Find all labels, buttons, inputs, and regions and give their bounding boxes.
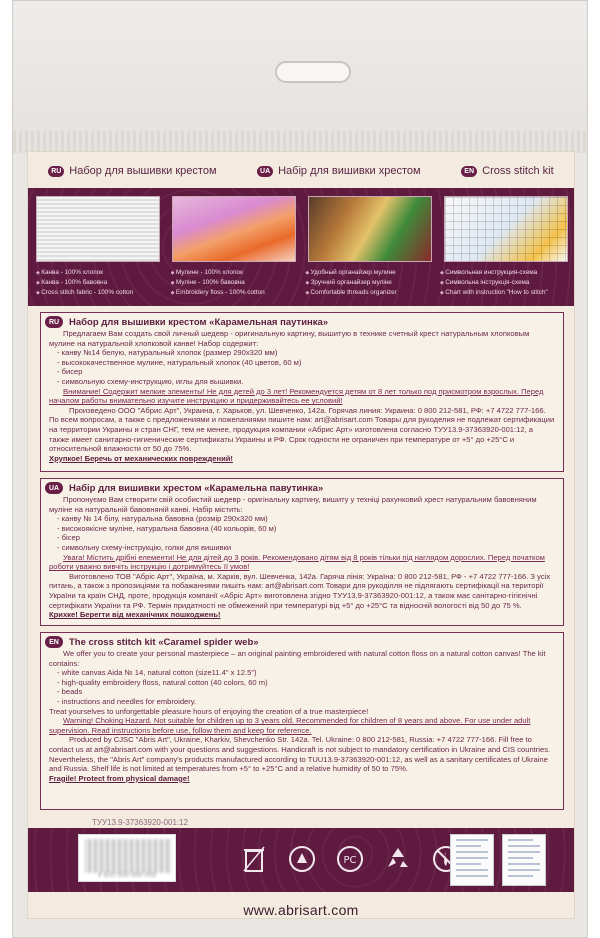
feature-text: ◆ Канва - 100% бавовна bbox=[36, 278, 164, 288]
fragile-text: Крихке! Берегти від механічних пошкоджень! bbox=[49, 610, 221, 620]
feature-text: ◆ Муліне - 100% бавовна bbox=[171, 278, 299, 288]
warning-text: Увага! Містить дрібні елементи! Не для дітей до 3 років. Рекомендовано дітям від 8 років тільки під наглядом дорослих. Перед початком роботи уважно вивчіть інструкцію і дотримуйтесь її умов! bbox=[49, 552, 545, 572]
recycle-lock-icon bbox=[288, 844, 316, 874]
production-text: Произведено ООО "Абрис Арт", Украина, г. Харьков, ул. Шевченко, 142а. Горячая линия: Украина: 0 800 212-581, РФ: +7 4722 777-166. По всем вопросам, а также с предложениями и пожеланиями пишите нам: art@abrisart.com Товары для рукоделия не подлежат сертификации на территории Украины и стран СНГ, тем не менее, продукция компании «Абрис Арт» изготовлена согласно ТУУ13.9-37363920-001:12, а также имеет санитарно-гигиенические сертификаты Украины и РФ. Срок годности не ограничен при температуре от +5° до +25°С и относительной влажности от 50 до 75%. bbox=[49, 405, 555, 454]
hang-hole bbox=[275, 61, 351, 83]
list-item: - канву № 14 білу, натуральна бавовна (розмір 290x320 мм) bbox=[57, 514, 268, 524]
section-heading: The cross stitch kit «Caramel spider web» bbox=[69, 636, 259, 648]
section-body bbox=[41, 313, 563, 467]
list-item: - бісер bbox=[57, 533, 80, 543]
feature-text: ◆ Cross stitch fabric - 100% cotton bbox=[36, 288, 164, 298]
section-title bbox=[41, 312, 328, 328]
section-heading: Набір для вишивки хрестом «Карамельна павутинка» bbox=[69, 482, 324, 494]
lang-ru bbox=[48, 165, 216, 177]
barcode bbox=[78, 834, 176, 882]
section-badge: UA bbox=[45, 482, 63, 494]
warning-text: Внимание! Содержит мелкие элементы! Не для детей до 3 лет! Рекомендуется детям от 8 лет только под присмотром взрослых. Перед началом работы внимательно изучите инструкцию и придерживайтесь ее условий! bbox=[49, 386, 544, 406]
tu-code: ТУУ13.9-37363920-001:12 bbox=[92, 818, 189, 827]
section-badge: EN bbox=[45, 636, 63, 648]
section-body bbox=[41, 633, 563, 787]
feature-text: ◆ Символьна інструкція-схема bbox=[440, 278, 568, 288]
certificate-thumbnails bbox=[450, 834, 546, 886]
lang-ua bbox=[257, 165, 420, 177]
section-ua bbox=[40, 478, 564, 626]
list-item: - високоякісне муліне, натуральна бавовна (40 кольорів, 60 м) bbox=[57, 523, 277, 533]
feature-text: ◆ Символьная инструкция-схема bbox=[440, 268, 568, 278]
lang-label: Набор для вышивки крестом bbox=[69, 165, 217, 177]
fragile-text: Fragile! Protect from physical damage! bbox=[49, 773, 190, 783]
feature-col-chart bbox=[440, 268, 568, 298]
lang-badge: RU bbox=[48, 166, 64, 177]
section-en bbox=[40, 632, 564, 810]
feature-col-canvas bbox=[36, 268, 164, 298]
floss-photo bbox=[172, 196, 296, 262]
list-item: - канву №14 белую, натуральный хлопок (размер 290x320 мм) bbox=[57, 348, 278, 358]
website-url: www.abrisart.com bbox=[243, 902, 359, 918]
feature-text: ◆ Канва - 100% хлопок bbox=[36, 268, 164, 278]
outro-text: Treat yourselves to unforgettable pleasure hours of enjoying the creation of a true masterpiece! bbox=[49, 706, 369, 716]
list-item: - instructions and needles for embroidery. bbox=[57, 696, 197, 706]
list-item: - высококачественное мулине, натуральный хлопок (40 цветов, 60 м) bbox=[57, 357, 302, 367]
organizer-photo bbox=[308, 196, 432, 262]
barcode-number: 4 820 000 000 000 bbox=[97, 872, 157, 879]
production-text: Виготовлено ТОВ "Абріс Арт", Україна, м. Харків, вул. Шевченка, 142а. Гаряча лінія: Україна: 0 800 212-581, РФ - +7 4722 777-166. З усіх питань, а також з пропозиціями та побажаннями пишіть нам: art@abrisart.com Товари для рукоділля не підлягають сертифікації на території України та країн СНД, проте, продукція компанії «Абріс Арт» виготовлена згідно ТУУ13.9-37363920-001:12, а також має санітарно-гігієнічні сертифікати України та РФ. Термін придатності не обмежений при температурі від +5° до +25°С та відносній вологості від 50 до 75 %. bbox=[49, 571, 551, 610]
pc-cert-icon bbox=[336, 844, 364, 874]
lang-en bbox=[461, 165, 554, 177]
certificate-ru bbox=[502, 834, 546, 886]
lang-label: Набір для вишивки хрестом bbox=[278, 165, 421, 177]
section-ru bbox=[40, 312, 564, 472]
barcode-lines bbox=[85, 839, 171, 873]
section-body bbox=[41, 479, 563, 624]
feature-text: ◆ Мулине - 100% хлопок bbox=[171, 268, 299, 278]
feature-col-organizer bbox=[305, 268, 433, 298]
list-item: - бисер bbox=[57, 367, 83, 377]
lang-badge: EN bbox=[461, 166, 477, 177]
chart-photo bbox=[444, 196, 568, 262]
section-heading: Набор для вышивки крестом «Карамельная паутинка» bbox=[69, 316, 329, 328]
features-band bbox=[28, 188, 574, 306]
section-title bbox=[41, 632, 259, 648]
feature-text: ◆ Embroidery floss - 100% cotton bbox=[171, 288, 299, 298]
kit-back-card bbox=[27, 151, 575, 919]
feature-col-floss bbox=[171, 268, 299, 298]
package-hanger bbox=[13, 1, 587, 153]
fragile-text: Хрупкое! Беречь от механических повреждений! bbox=[49, 453, 233, 463]
intro-text: Предлагаем Вам создать свой личный шедевр - оригинальную картину, вышитую в технике счетный крест натуральным хлопковым мулине на натуральной хлопковой канве! Набор содержит: bbox=[49, 329, 530, 348]
section-badge: RU bbox=[45, 316, 63, 328]
warning-text: Warning! Choking Hazard. Not suitable for children up to 3 years old. Recommended for children of 8 years and above. For use under adult supervision. Read instructions before use, follow them and keep for reference. bbox=[49, 716, 531, 735]
feature-photos bbox=[36, 196, 568, 262]
list-item: - beads bbox=[57, 687, 83, 697]
list-item: - white canvas Aida № 14, natural cotton (size11.4" x 12.5") bbox=[57, 668, 257, 678]
canvas-photo bbox=[36, 196, 160, 262]
feature-text: ◆ Chart with instruction "How to stitch" bbox=[440, 288, 568, 298]
list-item: - символьну схему-інструкцію, голки для вишивки bbox=[57, 542, 232, 552]
section-title bbox=[41, 478, 323, 494]
certificate-ua bbox=[450, 834, 494, 886]
production-text: Produced by CJSC "Abris Art", Ukraine, Kharkiv, Shevchenko Str. 142a. Tel. Ukraine: 0 800 212-581, Russia: +7 4722 777-166. Fill free to contact us at art@abrisart.com with your questions and suggestions. Handicraft is not subject to mandatory certification in Ukraine and CIS countries. Nevertheless, the "Abris Art" company's products manufactured according to TUU13.9-37363920-001:12, as well as a sanitary certificates of Ukraine and Russia. Shelf life is not limited at temperatures from +5° to +25°C and a relative humidity of 50 to 75%. bbox=[49, 735, 551, 774]
trash-bin-icon bbox=[240, 844, 268, 874]
feature-text: ◆ Comfortable threads organizer bbox=[305, 288, 433, 298]
language-bar bbox=[28, 160, 574, 182]
intro-text: We offer you to create your personal masterpiece – an original painting embroidered with natural cotton floss on a natural cotton canvas! The kit contains: bbox=[49, 649, 546, 668]
lang-label: Cross stitch kit bbox=[482, 165, 554, 177]
intro-text: Пропонуємо Вам створити свій особистий шедевр - оригінальну картину, вишиту у техніці рахунковий хрест натуральним бавовняним муліне на натуральній бавовняній канві. Набір містить: bbox=[49, 495, 537, 514]
feature-lists bbox=[36, 268, 568, 298]
list-item: - символьную схему-инструкцию, иглы для вышивки. bbox=[57, 376, 244, 386]
lang-badge: UA bbox=[257, 166, 273, 177]
list-item: - high-quality embroidery floss, natural cotton (40 colors, 60 m) bbox=[57, 677, 268, 687]
svg-text:PC: PC bbox=[343, 855, 357, 866]
feature-text: ◆ Зручний органайзер муліне bbox=[305, 278, 433, 288]
feature-text: ◆ Удобный органайзер мулине bbox=[305, 268, 433, 278]
package-bag bbox=[12, 0, 588, 938]
recycle-icon bbox=[384, 844, 412, 874]
certification-icons bbox=[240, 844, 460, 874]
package-seal bbox=[13, 131, 587, 153]
